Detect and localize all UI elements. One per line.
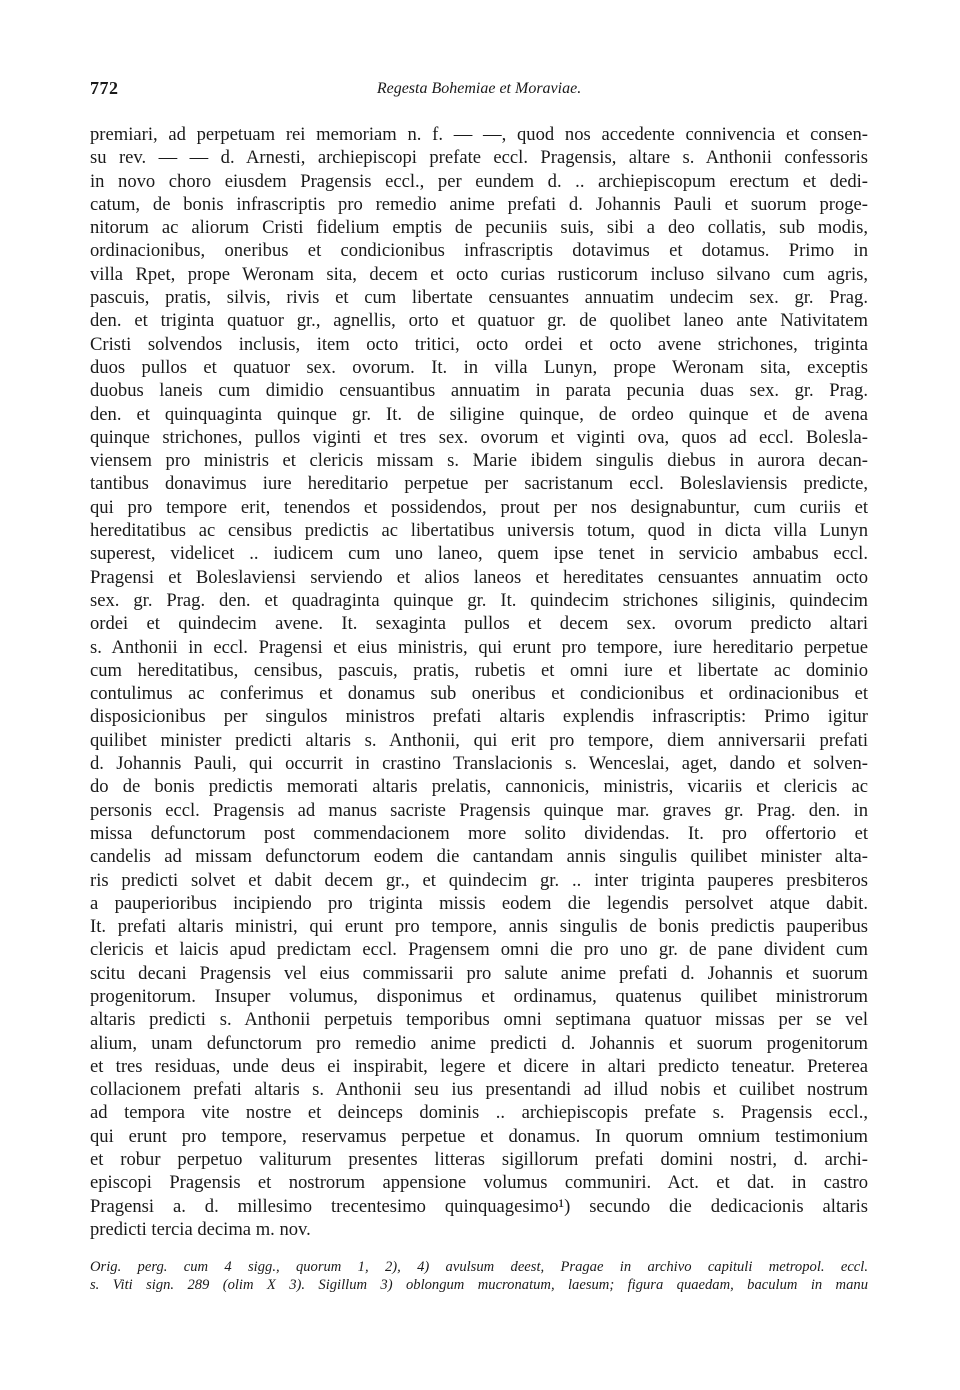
text-line: episcopi Pragensis et nostrorum appensione volumus communiri. Act. et dat. in castro <box>90 1172 868 1194</box>
text-line: cum hereditatibus, censibus, pascuis, pratis, rubetis et omni iure et libertate ac dominio <box>90 659 868 681</box>
text-line: et robur perpetuo valiturum presentes litteras sigillorum prefati domini nostri, d. archi- <box>90 1149 868 1171</box>
text-line: ordinacionibus, oneribus et condicionibus infrascriptis dotavimus et dotamus. Primo in <box>90 240 868 262</box>
text-line: quilibet minister predicti altaris s. Anthonii, qui erit pro tempore, diem anniversarii prefati <box>90 729 868 751</box>
source-note <box>90 1258 868 1294</box>
text-line: do de bonis predictis memorati altaris prelatis, cannonicis, ministris, vicariis et clericis ac <box>90 776 868 798</box>
running-header <box>90 70 868 108</box>
text-line: collacionem prefati altaris s. Anthonii seu ius presentandi ad illud nobis et cuilibet nostrum <box>90 1079 868 1101</box>
source-note-line: Orig. perg. cum 4 sigg., quorum 1, 2), 4) avulsum deest, Pragae in archivo capituli metropol. eccl. <box>90 1259 868 1276</box>
text-line: Pragensi et Boleslaviensi serviendo et alios laneos et hereditates censuantes annuatim octo <box>90 566 868 588</box>
text-line: et tres residuas, unde deus ei inspirabit, legere et dicere in altari predicto teneatur. Preterea <box>90 1055 868 1077</box>
text-line: qui erunt pro tempore, reservamus perpetue et donamus. In quorum omnium testimonium <box>90 1125 868 1147</box>
text-line: duobus laneis cum dimidio censuantibus annuatim in parata pecunia duas sex. gr. Prag. <box>90 380 868 402</box>
text-line: su rev. — — d. Arnesti, archiepiscopi prefate eccl. Pragensis, altare s. Anthonii confessoris <box>90 147 868 169</box>
text-line: ris predicti solvet et dabit decem gr., et quindecim gr. .. inter triginta pauperes presbiteros <box>90 869 868 891</box>
text-line: s. Anthonii in eccl. Pragensi et eius ministris, qui erunt pro tempore, iure hereditario perpetue <box>90 636 868 658</box>
text-line: It. prefati altaris ministri, qui erunt pro tempore, annis singulis de bonis predictis pauperibus <box>90 916 868 938</box>
text-line: tantibus donavimus iure hereditario perpetue per sacristanum eccl. Boleslaviensis predicte, <box>90 473 868 495</box>
text-line: in novo choro eiusdem Pragensis eccl., per eundem d. .. archiepiscopum erectum et dedi- <box>90 170 868 192</box>
text-line: quinque strichones, pullos viginti et tres sex. ovorum et viginti ova, quos ad eccl. Boleslа- <box>90 426 868 448</box>
text-line: ordei et quindecim avene. It. sexaginta pullos et decem sex. ovorum predicto altari <box>90 613 868 635</box>
text-line: premiari, ad perpetuam rei memoriam n. f. — —, quod nos accedente connivencia et consen- <box>90 124 868 145</box>
text-line: alium, unam defunctorum pro remedio anime predicti d. Johannis et suorum progenitorum <box>90 1032 868 1054</box>
text-line: superest, videlicet .. iudicem cum uno laneo, quem ipse tenet in servicio ambabus eccl. <box>90 543 868 565</box>
text-line: altaris predicti s. Anthonii perpetuis temporibus omni septimana quatuor missas per se vel <box>90 1009 868 1031</box>
text-line: pascuis, pratis, silvis, rivis et cum libertate censuantes annuatim undecim sex. gr. Prag. <box>90 287 868 309</box>
text-line: missa defunctorum post commendacionem more solito dividendas. It. pro offertorio et <box>90 822 868 844</box>
source-note-line: s. Viti sign. 289 (olim X 3). Sigillum 3) oblongum mucronatum, laesum; figura quaedam, baculum in manu <box>90 1277 868 1294</box>
text-line: Pragensi a. d. millesimo trecentesimo quinquagesimo¹) secundo die dedicacionis altaris <box>90 1195 868 1217</box>
text-line: villa Rpet, prope Weronam sita, decem et octo curias rusticorum incluso silvano cum agris, <box>90 263 868 285</box>
text-line: den. et triginta quatuor gr., agnellis, orto et quatuor gr. de quolibet laneo ante Nativitatem <box>90 310 868 332</box>
text-line: d. Johannis Pauli, qui occurrit in crastino Translacionis s. Wenceslai, aget, dando et solven- <box>90 753 868 775</box>
body-text <box>90 123 868 1241</box>
document-page <box>90 70 868 1294</box>
text-line: disposicionibus per singulos ministros prefati altaris explendis infrascriptis: Primo igitur <box>90 706 868 728</box>
text-line: duos pullos et quatuor sex. ovorum. It. in villa Lunyn, prope Weronam sita, exceptis <box>90 356 868 378</box>
text-line: hereditatibus ac censibus predictis ac libertatibus universis totum, quod in dicta villa Lunyn <box>90 520 868 542</box>
text-line: sex. gr. Prag. den. et quadraginta quinque gr. It. quindecim strichones siliginis, quindecim <box>90 589 868 611</box>
running-title: Regesta Bohemiae et Moraviae. <box>376 80 582 97</box>
text-line: scitu decani Pragensis vel eius commissarii pro salute anime prefati d. Johannis et suorum <box>90 962 868 984</box>
text-line: a pauperioribus incipiendo pro triginta missis eodem die legendis persolvet atque dabit. <box>90 892 868 914</box>
text-line: ad tempora vite nostre et deinceps dominis .. archiepiscopis prefate s. Pragensis eccl., <box>90 1102 868 1124</box>
text-line: nitorum ac aliorum Cristi fidelium emptis de pecuniis suis, sibi a deo collatis, sub modis, <box>90 217 868 239</box>
page-number: 772 <box>90 78 119 98</box>
text-line: Cristi solvendos inclusis, item octo tritici, octo ordei et octo avene strichones, triginta <box>90 333 868 355</box>
text-line: catum, de bonis infrascriptis pro remedio anime prefati d. Johannis Pauli et suorum proge- <box>90 193 868 215</box>
text-line: personis eccl. Pragensis ad manus sacriste Pragensis quinque mar. graves gr. Prag. den. in <box>90 799 868 821</box>
text-line: contulimus ac conferimus et donamus sub oneribus et condicionibus et ordinacionibus et <box>90 683 868 705</box>
text-line: predicti tercia decima m. nov. <box>90 1218 311 1240</box>
text-line: progenitorum. Insuper volumus, disponimus et ordinamus, quatenus quilibet ministrorum <box>90 985 868 1007</box>
text-line: clericis et laicis apud predictam eccl. Pragensem omni die pro uno gr. de pane divident cum <box>90 939 868 961</box>
text-line: qui pro tempore erit, tenendos et possidendos, prout per nos designabuntur, cum curiis et <box>90 496 868 518</box>
text-line: den. et quinquaginta quinque gr. It. de siligine quinque, de ordeo quinque et de avena <box>90 403 868 425</box>
text-line: viensem pro ministris et clericis missam s. Marie ibidem singulis diebus in aurora decan- <box>90 450 868 472</box>
text-line: candelis ad missam defunctorum eodem die cantandam annis singulis quilibet minister alta- <box>90 846 868 868</box>
